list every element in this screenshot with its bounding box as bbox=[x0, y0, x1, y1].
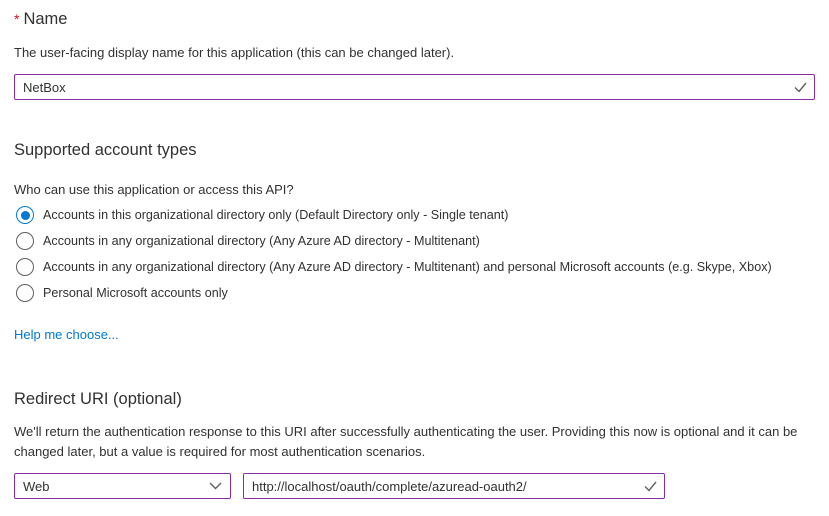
radio-icon bbox=[16, 258, 34, 276]
radio-option-multitenant-personal[interactable] bbox=[16, 258, 772, 276]
account-types-title: Supported account types bbox=[14, 141, 197, 159]
redirect-uri-input[interactable] bbox=[243, 473, 665, 499]
radio-option-multitenant[interactable] bbox=[16, 232, 480, 250]
radio-option-label: Accounts in any organizational directory (Any Azure AD directory - Multitenant) bbox=[43, 234, 480, 248]
radio-icon bbox=[16, 206, 34, 224]
help-me-choose-link[interactable]: Help me choose... bbox=[14, 327, 119, 342]
radio-icon bbox=[16, 232, 34, 250]
redirect-uri-description: We'll return the authentication response to this URI after successfully authenticating the user. Providing this now is optional and it can be changed later, but a value is required for most authentication scenarios. bbox=[14, 424, 798, 459]
name-description: The user-facing display name for this application (this can be changed later). bbox=[14, 45, 455, 60]
chevron-down-icon bbox=[209, 482, 222, 490]
account-types-question: Who can use this application or access this API? bbox=[14, 182, 294, 197]
radio-option-label: Accounts in any organizational directory (Any Azure AD directory - Multitenant) and personal Microsoft accounts (e.g. Skype, Xbox) bbox=[43, 260, 772, 274]
radio-option-label: Personal Microsoft accounts only bbox=[43, 286, 228, 300]
platform-select[interactable] bbox=[14, 473, 231, 499]
name-input[interactable] bbox=[14, 74, 815, 100]
required-asterisk: * bbox=[14, 11, 20, 27]
redirect-uri-title: Redirect URI (optional) bbox=[14, 390, 182, 408]
name-section-title bbox=[14, 10, 67, 29]
radio-option-single-tenant[interactable] bbox=[16, 206, 509, 224]
radio-option-label: Accounts in this organizational directory only (Default Directory only - Single tenant) bbox=[43, 208, 509, 222]
platform-select-value: Web bbox=[23, 478, 50, 494]
name-section-title-text: Name bbox=[23, 10, 68, 28]
radio-icon bbox=[16, 284, 34, 302]
radio-option-personal-only[interactable] bbox=[16, 284, 228, 302]
